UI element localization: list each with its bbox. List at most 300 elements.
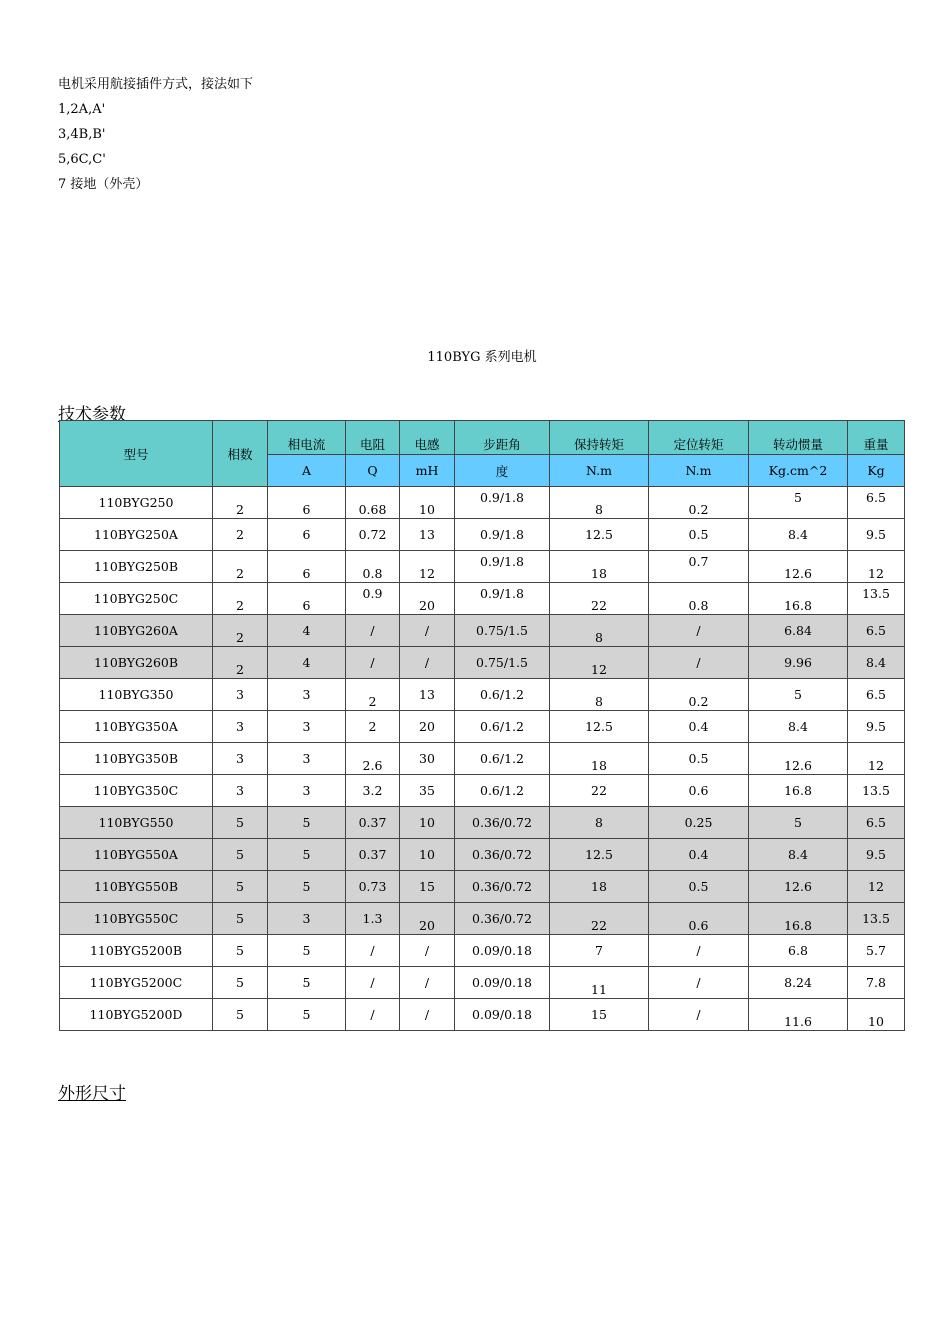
spec-table (59, 420, 905, 1031)
cell-phase-current (268, 743, 346, 775)
cell-value: 4 (302, 655, 311, 670)
cell-value: / (370, 1007, 375, 1022)
cell-detent-torque (649, 999, 749, 1031)
cell-value: 0.6/1.2 (480, 751, 524, 766)
cell-value: 5 (236, 1007, 244, 1022)
header-holding-torque: 保持转矩 (550, 421, 649, 455)
cell-value: 12.5 (585, 527, 613, 542)
cell-value: 0.7 (688, 554, 709, 569)
cell-value: 8.4 (866, 655, 886, 670)
cell-weight (848, 487, 905, 519)
cell-holding-torque (550, 711, 649, 743)
cell-holding-torque (550, 775, 649, 807)
cell-value: 0.6/1.2 (480, 687, 524, 702)
cell-resistance (346, 743, 400, 775)
cell-phases (213, 871, 268, 903)
cell-phase-current (268, 679, 346, 711)
cell-value: 2 (236, 566, 244, 581)
cell-value: 16.8 (784, 783, 812, 798)
cell-resistance (346, 999, 400, 1031)
cell-resistance (346, 935, 400, 967)
cell-model (60, 775, 213, 807)
cell-value: / (424, 655, 430, 670)
cell-value: 10 (868, 1014, 884, 1029)
table-row (60, 551, 905, 583)
cell-value: 6.5 (866, 815, 886, 830)
table-row (60, 903, 905, 935)
cell-value: 110BYG550B (93, 879, 179, 894)
cell-value: 10 (419, 847, 435, 862)
cell-value: 0.25 (684, 815, 713, 830)
cell-detent-torque (649, 935, 749, 967)
cell-weight (848, 583, 905, 615)
cell-value: 11.6 (784, 1014, 812, 1029)
cell-phases (213, 583, 268, 615)
cell-value: 2 (236, 598, 244, 613)
cell-phase-current (268, 487, 346, 519)
cell-phases (213, 647, 268, 679)
cell-resistance (346, 807, 400, 839)
cell-phase-current (268, 775, 346, 807)
cell-holding-torque (550, 935, 649, 967)
cell-phase-current (268, 839, 346, 871)
cell-value: 0.8 (362, 566, 383, 581)
cell-value: 8 (595, 815, 603, 830)
cell-value: / (696, 1007, 701, 1022)
cell-resistance (346, 551, 400, 583)
cell-phases (213, 743, 268, 775)
cell-value: 5 (302, 879, 311, 894)
cell-value: 3 (302, 687, 311, 702)
cell-step-angle (455, 711, 550, 743)
cell-value: 6.5 (866, 623, 886, 638)
cell-value: 0.68 (358, 502, 387, 517)
cell-value: 5 (236, 943, 244, 958)
cell-value: 0.37 (358, 815, 387, 830)
cell-value: 0.72 (358, 527, 387, 542)
cell-weight (848, 711, 905, 743)
cell-step-angle (455, 807, 550, 839)
unit-cell: Kg.cm^2 (749, 455, 848, 487)
cell-detent-torque (649, 807, 749, 839)
cell-value: 3 (236, 719, 244, 734)
cell-weight (848, 615, 905, 647)
cell-value: 3 (302, 751, 311, 766)
cell-value: 13.5 (862, 911, 890, 926)
cell-rotor-inertia (749, 871, 848, 903)
cell-resistance (346, 711, 400, 743)
cell-value: 110BYG250A (94, 527, 178, 542)
cell-value: / (370, 975, 375, 990)
table-row (60, 679, 905, 711)
cell-phases (213, 775, 268, 807)
cell-rotor-inertia (749, 583, 848, 615)
cell-model (60, 487, 213, 519)
tech-params-heading: 技术参数 (58, 405, 126, 425)
cell-value: 5 (794, 815, 802, 830)
cell-value: 0.73 (358, 879, 387, 894)
cell-value: 13.5 (862, 783, 890, 798)
cell-weight (848, 999, 905, 1031)
cell-weight (848, 871, 905, 903)
cell-model (60, 935, 213, 967)
cell-value: 0.09/0.18 (472, 1007, 532, 1022)
table-row (60, 487, 905, 519)
cell-value: 6.5 (866, 687, 886, 702)
cell-value: / (370, 623, 375, 638)
table-row (60, 583, 905, 615)
header-weight: 重量 (848, 421, 905, 455)
cell-value: 5 (302, 815, 311, 830)
table-row (60, 967, 905, 999)
cell-value: 13 (419, 527, 435, 542)
cell-value: 3 (302, 783, 311, 798)
cell-inductance (400, 967, 455, 999)
dimensions-heading: 外形尺寸 (58, 1084, 126, 1104)
cell-value: 110BYG260B (93, 655, 179, 670)
cell-value: / (424, 975, 430, 990)
cell-value: 18 (591, 879, 607, 894)
cell-holding-torque (550, 487, 649, 519)
cell-holding-torque (550, 903, 649, 935)
cell-step-angle (455, 839, 550, 871)
cell-rotor-inertia (749, 615, 848, 647)
cell-value: 0.37 (358, 847, 387, 862)
cell-value: 110BYG5200B (89, 943, 183, 958)
cell-value: 110BYG350A (94, 719, 178, 734)
unit-cell: N.m (550, 455, 649, 487)
cell-weight (848, 551, 905, 583)
cell-model (60, 583, 213, 615)
table-row (60, 807, 905, 839)
table-row (60, 935, 905, 967)
cell-value: 2 (368, 694, 377, 709)
cell-phases (213, 967, 268, 999)
cell-value: 0.75/1.5 (476, 623, 528, 638)
cell-resistance (346, 967, 400, 999)
cell-value: 0.09/0.18 (472, 943, 532, 958)
cell-detent-torque (649, 647, 749, 679)
cell-step-angle (455, 999, 550, 1031)
cell-phase-current (268, 903, 346, 935)
cell-phases (213, 999, 268, 1031)
cell-value: 0.09/0.18 (472, 975, 532, 990)
cell-value: 6 (302, 598, 311, 613)
cell-value: 0.2 (688, 694, 709, 709)
cell-weight (848, 839, 905, 871)
cell-value: 30 (419, 751, 435, 766)
cell-value: 6.5 (866, 490, 886, 505)
intro-line: 5,6C,C' (58, 152, 106, 167)
cell-step-angle (455, 583, 550, 615)
intro-line: 电机采用航接插件方式，接法如下 (58, 77, 254, 92)
cell-resistance (346, 775, 400, 807)
cell-resistance (346, 487, 400, 519)
cell-step-angle (455, 967, 550, 999)
cell-value: 0.4 (688, 847, 709, 862)
cell-value: 5.7 (866, 943, 886, 958)
cell-step-angle (455, 519, 550, 551)
cell-value: 0.6/1.2 (480, 783, 524, 798)
cell-value: 12.6 (784, 758, 812, 773)
cell-value: 10 (419, 815, 435, 830)
cell-rotor-inertia (749, 487, 848, 519)
cell-model (60, 711, 213, 743)
cell-phase-current (268, 807, 346, 839)
cell-inductance (400, 551, 455, 583)
cell-value: 15 (419, 879, 435, 894)
table-row (60, 871, 905, 903)
unit-cell: A (268, 455, 346, 487)
cell-value: 22 (591, 783, 607, 798)
cell-resistance (346, 871, 400, 903)
cell-value: 18 (591, 758, 607, 773)
unit-cell: N.m (649, 455, 749, 487)
cell-rotor-inertia (749, 519, 848, 551)
cell-detent-torque (649, 551, 749, 583)
cell-value: / (424, 1007, 430, 1022)
cell-value: 110BYG550C (93, 911, 179, 926)
cell-holding-torque (550, 807, 649, 839)
cell-value: 5 (236, 879, 244, 894)
cell-detent-torque (649, 679, 749, 711)
cell-value: 18 (591, 566, 607, 581)
cell-value: 12 (419, 566, 435, 581)
cell-value: 12 (868, 566, 884, 581)
cell-detent-torque (649, 615, 749, 647)
cell-resistance (346, 519, 400, 551)
cell-value: 12.6 (784, 566, 812, 581)
cell-value: 9.5 (866, 527, 886, 542)
cell-holding-torque (550, 999, 649, 1031)
cell-phases (213, 903, 268, 935)
cell-holding-torque (550, 743, 649, 775)
cell-value: 110BYG5200D (89, 1007, 183, 1022)
cell-value: 8.4 (788, 719, 808, 734)
cell-value: 5 (236, 975, 244, 990)
cell-value: 2 (236, 662, 244, 677)
table-row (60, 711, 905, 743)
cell-phases (213, 807, 268, 839)
header-model: 型号 (60, 421, 213, 487)
cell-value: 0.6 (688, 918, 709, 933)
cell-phases (213, 551, 268, 583)
cell-value: 5 (236, 815, 244, 830)
cell-value: 0.6/1.2 (480, 719, 524, 734)
cell-value: 6 (302, 566, 311, 581)
cell-rotor-inertia (749, 775, 848, 807)
cell-rotor-inertia (749, 903, 848, 935)
cell-step-angle (455, 871, 550, 903)
cell-phase-current (268, 999, 346, 1031)
cell-value: 110BYG250B (93, 559, 179, 574)
cell-value: 3 (302, 719, 311, 734)
intro-line: 7 接地（外壳） (58, 177, 149, 192)
cell-phase-current (268, 871, 346, 903)
cell-step-angle (455, 679, 550, 711)
table-row (60, 519, 905, 551)
cell-phases (213, 935, 268, 967)
cell-phase-current (268, 935, 346, 967)
cell-value: 0.9/1.8 (480, 527, 524, 542)
unit-cell: Q (346, 455, 400, 487)
table-row (60, 743, 905, 775)
cell-detent-torque (649, 487, 749, 519)
cell-value: 13 (419, 687, 435, 702)
cell-weight (848, 903, 905, 935)
cell-holding-torque (550, 679, 649, 711)
cell-value: 110BYG350 (98, 687, 174, 702)
cell-value: 3 (302, 911, 311, 926)
cell-value: 12.6 (784, 879, 812, 894)
cell-holding-torque (550, 583, 649, 615)
cell-value: 12 (868, 879, 884, 894)
header-row (60, 421, 905, 455)
cell-value: 20 (419, 719, 435, 734)
cell-value: 5 (236, 847, 244, 862)
cell-value: 110BYG260A (94, 623, 178, 638)
cell-detent-torque (649, 711, 749, 743)
cell-inductance (400, 679, 455, 711)
cell-value: 7 (595, 943, 603, 958)
cell-model (60, 871, 213, 903)
cell-value: 1.3 (362, 911, 383, 926)
cell-phase-current (268, 551, 346, 583)
cell-holding-torque (550, 967, 649, 999)
cell-step-angle (455, 743, 550, 775)
cell-resistance (346, 647, 400, 679)
cell-phases (213, 519, 268, 551)
cell-value: 12.5 (585, 847, 613, 862)
cell-holding-torque (550, 519, 649, 551)
cell-value: 0.9/1.8 (480, 554, 524, 569)
spec-table-body (60, 487, 905, 1031)
cell-step-angle (455, 647, 550, 679)
cell-inductance (400, 999, 455, 1031)
cell-value: 15 (591, 1007, 607, 1022)
cell-inductance (400, 871, 455, 903)
cell-weight (848, 647, 905, 679)
cell-inductance (400, 615, 455, 647)
cell-value: 0.4 (688, 719, 709, 734)
cell-phase-current (268, 967, 346, 999)
cell-value: 0.5 (688, 527, 709, 542)
cell-phases (213, 615, 268, 647)
cell-value: 110BYG350B (93, 751, 179, 766)
cell-value: 2 (236, 527, 244, 542)
cell-rotor-inertia (749, 967, 848, 999)
cell-value: 0.75/1.5 (476, 655, 528, 670)
cell-value: 8.24 (784, 975, 812, 990)
cell-rotor-inertia (749, 935, 848, 967)
cell-value: 8 (595, 694, 603, 709)
unit-cell: mH (400, 455, 455, 487)
table-row (60, 839, 905, 871)
cell-model (60, 807, 213, 839)
cell-phase-current (268, 583, 346, 615)
cell-rotor-inertia (749, 711, 848, 743)
cell-value: / (696, 655, 701, 670)
cell-step-angle (455, 615, 550, 647)
cell-value: 0.6 (688, 783, 709, 798)
unit-cell: Kg (848, 455, 905, 487)
cell-phases (213, 679, 268, 711)
header-phases: 相数 (213, 421, 268, 487)
cell-step-angle (455, 935, 550, 967)
cell-value: 8 (595, 630, 603, 645)
cell-value: / (696, 623, 701, 638)
cell-value: 13.5 (862, 586, 890, 601)
cell-inductance (400, 775, 455, 807)
cell-value: 6 (302, 502, 311, 517)
cell-value: 5 (794, 687, 802, 702)
cell-phase-current (268, 647, 346, 679)
cell-value: 5 (302, 1007, 311, 1022)
cell-value: 2 (236, 502, 244, 517)
cell-value: 35 (419, 783, 435, 798)
cell-holding-torque (550, 839, 649, 871)
cell-value: 12 (868, 758, 884, 773)
cell-detent-torque (649, 871, 749, 903)
cell-value: 8 (595, 502, 603, 517)
cell-value: 16.8 (784, 918, 812, 933)
cell-value: 8.4 (788, 847, 808, 862)
cell-weight (848, 743, 905, 775)
cell-value: / (424, 623, 430, 638)
cell-resistance (346, 583, 400, 615)
cell-holding-torque (550, 647, 649, 679)
cell-value: 12 (591, 662, 607, 677)
cell-value: 0.36/0.72 (472, 879, 532, 894)
cell-detent-torque (649, 583, 749, 615)
cell-value: 11 (591, 982, 607, 997)
cell-detent-torque (649, 775, 749, 807)
cell-inductance (400, 583, 455, 615)
cell-model (60, 679, 213, 711)
cell-phases (213, 487, 268, 519)
series-title: 110BYG 系列电机 (427, 350, 537, 365)
cell-value: 2 (368, 719, 377, 734)
cell-value: 0.9 (362, 586, 383, 601)
cell-phase-current (268, 519, 346, 551)
cell-value: 110BYG550 (98, 815, 174, 830)
cell-rotor-inertia (749, 679, 848, 711)
cell-value: 3 (236, 751, 244, 766)
cell-value: 0.5 (688, 751, 709, 766)
cell-value: 110BYG250 (98, 495, 174, 510)
cell-value: 3 (236, 783, 244, 798)
cell-inductance (400, 711, 455, 743)
cell-step-angle (455, 551, 550, 583)
cell-model (60, 999, 213, 1031)
table-row (60, 775, 905, 807)
cell-value: 110BYG350C (93, 783, 179, 798)
cell-value: 3.2 (362, 783, 383, 798)
cell-phases (213, 711, 268, 743)
table-row (60, 647, 905, 679)
cell-value: 0.36/0.72 (472, 815, 532, 830)
cell-resistance (346, 903, 400, 935)
cell-value: / (696, 975, 701, 990)
cell-value: 0.2 (688, 502, 709, 517)
cell-value: 5 (794, 490, 802, 505)
cell-weight (848, 519, 905, 551)
cell-model (60, 551, 213, 583)
cell-weight (848, 679, 905, 711)
cell-weight (848, 967, 905, 999)
cell-inductance (400, 743, 455, 775)
cell-value: 9.5 (866, 847, 886, 862)
